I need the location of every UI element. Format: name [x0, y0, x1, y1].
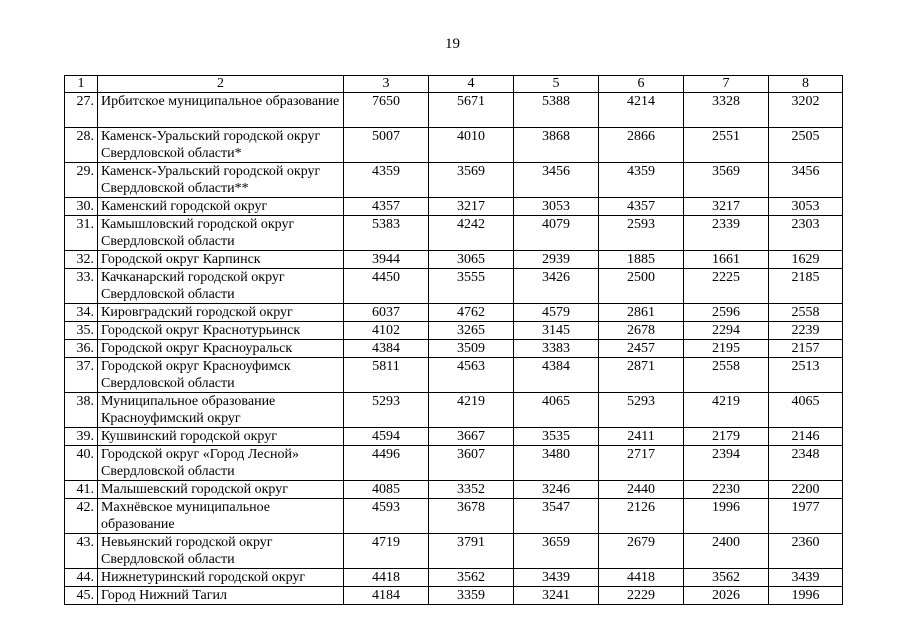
value-cell: 3555: [429, 269, 514, 304]
value-cell: 2457: [599, 340, 684, 358]
value-cell: 1885: [599, 251, 684, 269]
table-row: [65, 322, 843, 340]
value-cell: 2861: [599, 304, 684, 322]
value-cell: 3659: [514, 534, 599, 569]
table-row: [65, 216, 843, 251]
value-cell: 2500: [599, 269, 684, 304]
value-cell: 2871: [599, 358, 684, 393]
value-cell: 4184: [344, 587, 429, 605]
value-cell: 3383: [514, 340, 599, 358]
value-cell: 1661: [684, 251, 769, 269]
municipality-name: Качканарский городской округ Свердловской области: [98, 269, 344, 304]
value-cell: 3456: [514, 163, 599, 198]
value-cell: 1629: [769, 251, 843, 269]
value-cell: 2179: [684, 428, 769, 446]
value-cell: 4450: [344, 269, 429, 304]
value-cell: 3265: [429, 322, 514, 340]
table-row: [65, 93, 843, 128]
municipality-name: Камышловский городской округ Свердловской области: [98, 216, 344, 251]
value-cell: 2394: [684, 446, 769, 481]
row-number: 32.: [65, 251, 98, 269]
value-cell: 2339: [684, 216, 769, 251]
value-cell: 4496: [344, 446, 429, 481]
value-cell: 3562: [429, 569, 514, 587]
value-cell: 3607: [429, 446, 514, 481]
municipality-name: Каменский городской округ: [98, 198, 344, 216]
header-row: [65, 76, 843, 93]
value-cell: 4010: [429, 128, 514, 163]
value-cell: 4214: [599, 93, 684, 128]
row-number: 27.: [65, 93, 98, 128]
value-cell: 3667: [429, 428, 514, 446]
row-number: 34.: [65, 304, 98, 322]
row-number: 38.: [65, 393, 98, 428]
table-row: [65, 587, 843, 605]
value-cell: 1996: [684, 499, 769, 534]
table-row: [65, 269, 843, 304]
value-cell: 4219: [429, 393, 514, 428]
value-cell: 2294: [684, 322, 769, 340]
value-cell: 4418: [344, 569, 429, 587]
page-number: 19: [445, 36, 460, 52]
table-row: [65, 499, 843, 534]
value-cell: 4579: [514, 304, 599, 322]
value-cell: 2303: [769, 216, 843, 251]
table-row: [65, 481, 843, 499]
row-number: 31.: [65, 216, 98, 251]
value-cell: 5671: [429, 93, 514, 128]
value-cell: 2229: [599, 587, 684, 605]
value-cell: 4359: [344, 163, 429, 198]
value-cell: 4762: [429, 304, 514, 322]
municipality-name: Махнёвское муниципальное образование: [98, 499, 344, 534]
row-number: 40.: [65, 446, 98, 481]
row-number: 41.: [65, 481, 98, 499]
row-number: 43.: [65, 534, 98, 569]
value-cell: 4357: [599, 198, 684, 216]
value-cell: 2185: [769, 269, 843, 304]
row-number: 45.: [65, 587, 98, 605]
value-cell: 6037: [344, 304, 429, 322]
value-cell: 2225: [684, 269, 769, 304]
value-cell: 3535: [514, 428, 599, 446]
value-cell: 4219: [684, 393, 769, 428]
value-cell: 3359: [429, 587, 514, 605]
value-cell: 3217: [429, 198, 514, 216]
value-cell: 3547: [514, 499, 599, 534]
municipality-name: Городской округ Краснотурьинск: [98, 322, 344, 340]
table-row: [65, 304, 843, 322]
row-number: 29.: [65, 163, 98, 198]
value-cell: 5388: [514, 93, 599, 128]
value-cell: 3053: [514, 198, 599, 216]
row-number: 36.: [65, 340, 98, 358]
municipality-name: Город Нижний Тагил: [98, 587, 344, 605]
value-cell: 3202: [769, 93, 843, 128]
value-cell: 2200: [769, 481, 843, 499]
value-cell: 1996: [769, 587, 843, 605]
row-number: 30.: [65, 198, 98, 216]
value-cell: 3426: [514, 269, 599, 304]
value-cell: 4242: [429, 216, 514, 251]
value-cell: 2939: [514, 251, 599, 269]
row-number: 33.: [65, 269, 98, 304]
value-cell: 2678: [599, 322, 684, 340]
row-number: 39.: [65, 428, 98, 446]
value-cell: 5383: [344, 216, 429, 251]
row-number: 28.: [65, 128, 98, 163]
value-cell: 2126: [599, 499, 684, 534]
header-cell: 1: [65, 76, 98, 93]
value-cell: 5293: [344, 393, 429, 428]
value-cell: 2513: [769, 358, 843, 393]
table-row: [65, 446, 843, 481]
table-row: [65, 251, 843, 269]
table-row: [65, 163, 843, 198]
header-cell: 2: [98, 76, 344, 93]
value-cell: 3145: [514, 322, 599, 340]
row-number: 35.: [65, 322, 98, 340]
municipality-name: Малышевский городской округ: [98, 481, 344, 499]
value-cell: 3562: [684, 569, 769, 587]
value-cell: 3439: [769, 569, 843, 587]
value-cell: 2348: [769, 446, 843, 481]
table-row: [65, 569, 843, 587]
table-row: [65, 393, 843, 428]
municipality-name: Кировградский городской округ: [98, 304, 344, 322]
municipality-name: Нижнетуринский городской округ: [98, 569, 344, 587]
value-cell: 4384: [514, 358, 599, 393]
header-cell: 6: [599, 76, 684, 93]
value-cell: 4065: [769, 393, 843, 428]
value-cell: 5007: [344, 128, 429, 163]
value-cell: 3065: [429, 251, 514, 269]
municipality-name: Муниципальное образование Красноуфимский округ: [98, 393, 344, 428]
value-cell: 3868: [514, 128, 599, 163]
value-cell: 2411: [599, 428, 684, 446]
value-cell: 2360: [769, 534, 843, 569]
value-cell: 3439: [514, 569, 599, 587]
value-cell: 3241: [514, 587, 599, 605]
municipality-name: Ирбитское муниципальное образование: [98, 93, 344, 128]
value-cell: 4359: [599, 163, 684, 198]
table-body: [65, 93, 843, 605]
value-cell: 3569: [429, 163, 514, 198]
value-cell: 3217: [684, 198, 769, 216]
table-row: [65, 358, 843, 393]
value-cell: 2440: [599, 481, 684, 499]
value-cell: 2146: [769, 428, 843, 446]
header-cell: 7: [684, 76, 769, 93]
value-cell: 4384: [344, 340, 429, 358]
table-row: [65, 128, 843, 163]
row-number: 42.: [65, 499, 98, 534]
value-cell: 4418: [599, 569, 684, 587]
table-row: [65, 428, 843, 446]
municipality-name: Городской округ «Город Лесной» Свердловской области: [98, 446, 344, 481]
row-number: 37.: [65, 358, 98, 393]
value-cell: 7650: [344, 93, 429, 128]
value-cell: 2558: [769, 304, 843, 322]
value-cell: 2717: [599, 446, 684, 481]
value-cell: 3480: [514, 446, 599, 481]
value-cell: 2593: [599, 216, 684, 251]
value-cell: 3791: [429, 534, 514, 569]
header-cell: 5: [514, 76, 599, 93]
row-number: 44.: [65, 569, 98, 587]
value-cell: 2026: [684, 587, 769, 605]
table-row: [65, 534, 843, 569]
value-cell: 4102: [344, 322, 429, 340]
municipality-name: Каменск-Уральский городской округ Свердловской области**: [98, 163, 344, 198]
value-cell: 4563: [429, 358, 514, 393]
value-cell: 2551: [684, 128, 769, 163]
value-cell: 3352: [429, 481, 514, 499]
value-cell: 2505: [769, 128, 843, 163]
value-cell: 3246: [514, 481, 599, 499]
value-cell: 3456: [769, 163, 843, 198]
value-cell: 4593: [344, 499, 429, 534]
data-table: [64, 75, 843, 605]
value-cell: 3944: [344, 251, 429, 269]
value-cell: 3328: [684, 93, 769, 128]
value-cell: 1977: [769, 499, 843, 534]
table-row: [65, 340, 843, 358]
value-cell: 2558: [684, 358, 769, 393]
value-cell: 3509: [429, 340, 514, 358]
value-cell: 4065: [514, 393, 599, 428]
value-cell: 2239: [769, 322, 843, 340]
value-cell: 4085: [344, 481, 429, 499]
value-cell: 4594: [344, 428, 429, 446]
header-cell: 3: [344, 76, 429, 93]
value-cell: 2679: [599, 534, 684, 569]
municipality-name: Городской округ Красноуфимск Свердловской области: [98, 358, 344, 393]
municipality-name: Кушвинский городской округ: [98, 428, 344, 446]
value-cell: 2230: [684, 481, 769, 499]
value-cell: 2157: [769, 340, 843, 358]
header-cell: 8: [769, 76, 843, 93]
value-cell: 2866: [599, 128, 684, 163]
header-cell: 4: [429, 76, 514, 93]
municipality-name: Каменск-Уральский городской округ Свердловской области*: [98, 128, 344, 163]
value-cell: 2596: [684, 304, 769, 322]
value-cell: 4357: [344, 198, 429, 216]
table-row: [65, 198, 843, 216]
value-cell: 5293: [599, 393, 684, 428]
municipality-name: Невьянский городской округ Свердловской области: [98, 534, 344, 569]
municipality-name: Городской округ Красноуральск: [98, 340, 344, 358]
value-cell: 3569: [684, 163, 769, 198]
value-cell: 2195: [684, 340, 769, 358]
value-cell: 5811: [344, 358, 429, 393]
value-cell: 3678: [429, 499, 514, 534]
value-cell: 4719: [344, 534, 429, 569]
municipality-name: Городской округ Карпинск: [98, 251, 344, 269]
value-cell: 4079: [514, 216, 599, 251]
value-cell: 3053: [769, 198, 843, 216]
value-cell: 2400: [684, 534, 769, 569]
